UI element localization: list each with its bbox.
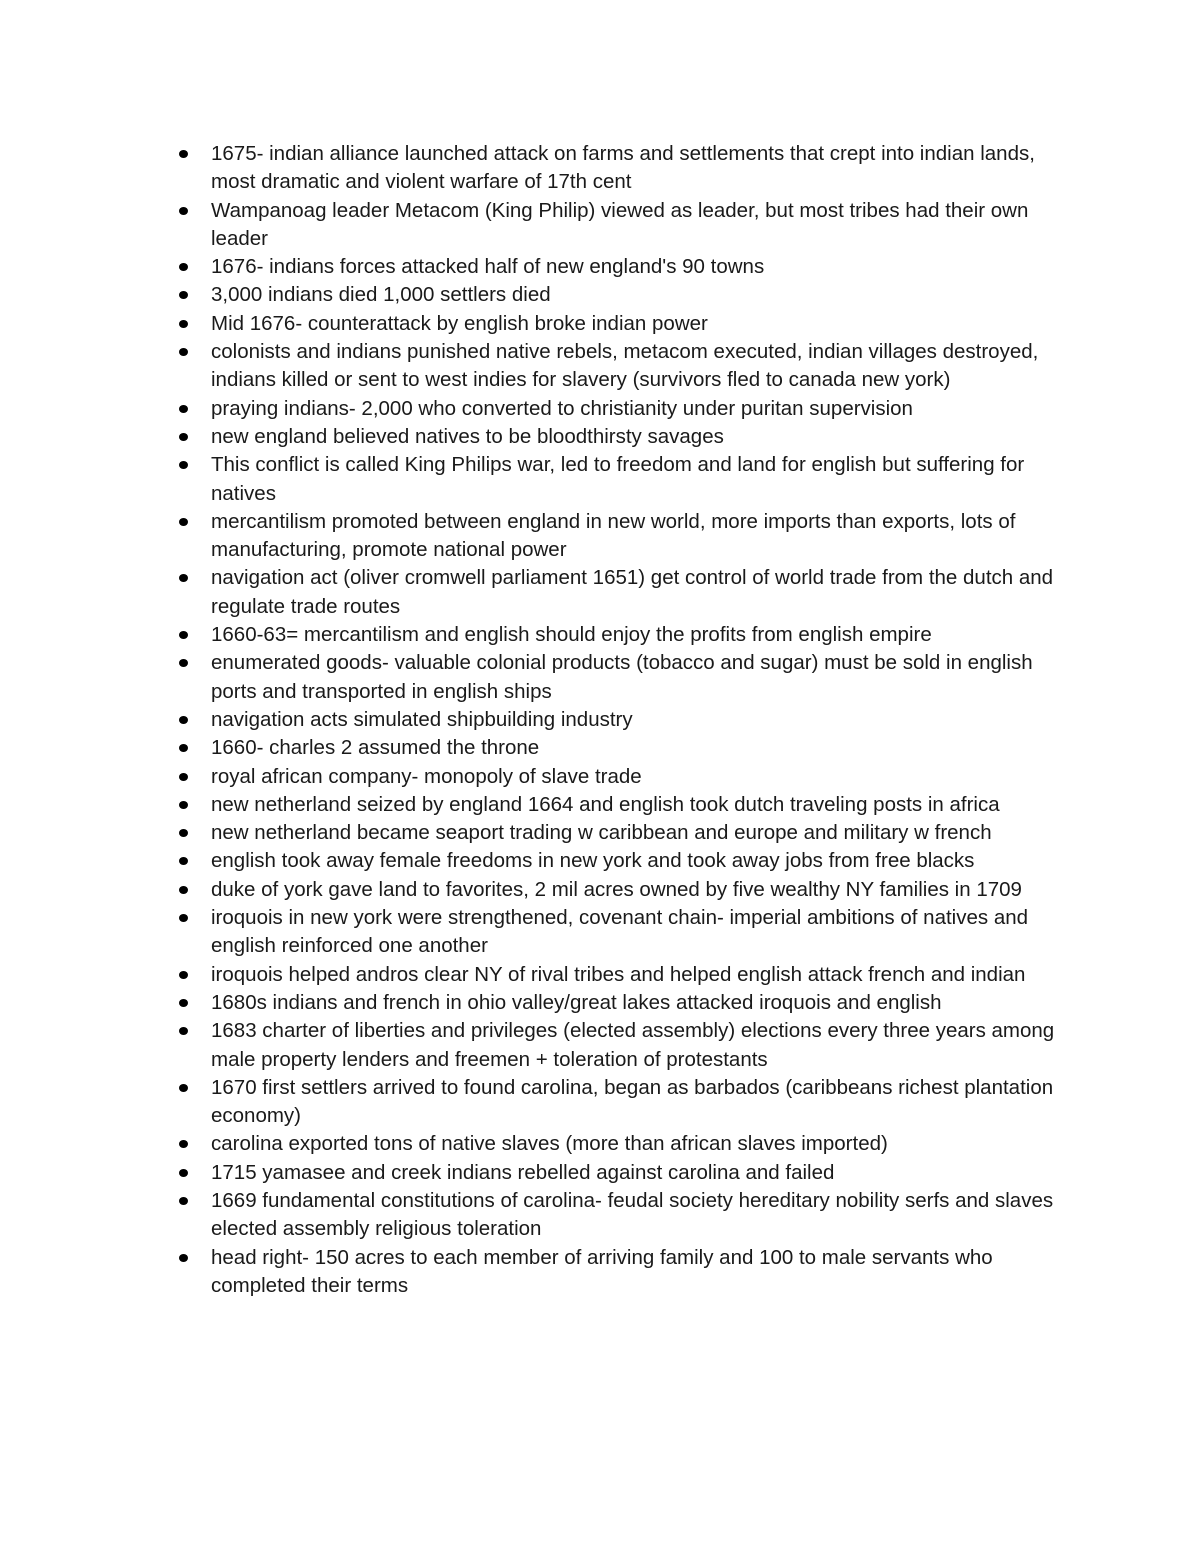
notes-bullet-list [211, 140, 1071, 1300]
list-item-text: navigation acts simulated shipbuilding industry [211, 707, 633, 731]
bullet-icon [179, 207, 188, 215]
list-item-text: iroquois helped andros clear NY of rival tribes and helped english attack french and indian [211, 962, 1026, 986]
bullet-icon [179, 1169, 188, 1177]
bullet-icon [179, 1140, 188, 1148]
list-item [211, 1159, 1071, 1187]
list-item [211, 1187, 1071, 1244]
bullet-icon [179, 433, 188, 441]
bullet-icon [179, 971, 188, 979]
list-item-text: 1680s indians and french in ohio valley/great lakes attacked iroquois and english [211, 990, 942, 1014]
list-item [211, 1017, 1071, 1074]
bullet-icon [179, 1084, 188, 1092]
list-item-text: Mid 1676- counterattack by english broke indian power [211, 311, 708, 335]
list-item [211, 338, 1071, 395]
list-item [211, 451, 1071, 508]
list-item [211, 819, 1071, 847]
list-item-text: new england believed natives to be bloodthirsty savages [211, 424, 724, 448]
bullet-icon [179, 914, 188, 922]
bullet-icon [179, 150, 188, 158]
list-item-text: 1670 first settlers arrived to found carolina, began as barbados (caribbeans richest plantation economy) [211, 1075, 1054, 1128]
bullet-icon [179, 829, 188, 837]
list-item [211, 706, 1071, 734]
list-item-text: iroquois in new york were strengthened, covenant chain- imperial ambitions of natives and english reinforced one another [211, 906, 1029, 958]
list-item [211, 395, 1071, 423]
list-item-text: 1669 fundamental constitutions of carolina- feudal society hereditary nobility serfs and slaves elected assembly religious toleration [211, 1188, 1054, 1241]
bullet-icon [179, 773, 188, 781]
list-item-text: new netherland became seaport trading w caribbean and europe and military w french [211, 821, 992, 845]
list-item-text: 3,000 indians died 1,000 settlers died [211, 283, 551, 307]
list-item-text: mercantilism promoted between england in new world, more imports than exports, lots of manufacturing, promote national power [211, 509, 1016, 562]
list-item-text: Wampanoag leader Metacom (King Philip) viewed as leader, but most tribes had their own leader [211, 198, 1029, 250]
list-item [211, 310, 1071, 338]
list-item [211, 197, 1071, 254]
list-item [211, 989, 1071, 1017]
list-item [211, 508, 1071, 565]
bullet-icon [179, 461, 188, 469]
list-item [211, 423, 1071, 451]
list-item [211, 649, 1071, 706]
bullet-icon [179, 659, 188, 667]
list-item-text: duke of york gave land to favorites, 2 mil acres owned by five wealthy NY families in 1709 [211, 877, 1022, 901]
bullet-icon [179, 1254, 188, 1262]
bullet-icon [179, 348, 188, 356]
bullet-icon [179, 263, 188, 271]
list-item-text: head right- 150 acres to each member of arriving family and 100 to male servants who completed their terms [211, 1245, 993, 1297]
bullet-icon [179, 320, 188, 328]
list-item [211, 734, 1071, 762]
bullet-icon [179, 1027, 188, 1035]
list-item [211, 961, 1071, 989]
list-item [211, 1130, 1071, 1158]
list-item [211, 791, 1071, 819]
list-item [211, 1244, 1071, 1301]
list-item [211, 1074, 1071, 1131]
bullet-icon [179, 886, 188, 894]
list-item-text: colonists and indians punished native rebels, metacom executed, indian villages destroyed, indians killed or sent to west indies for slavery (survivors fled to canada new york) [211, 340, 1039, 392]
list-item [211, 847, 1071, 875]
bullet-icon [179, 999, 188, 1007]
list-item [211, 904, 1071, 961]
list-item-text: 1660-63= mercantilism and english should enjoy the profits from english empire [211, 623, 932, 647]
list-item [211, 621, 1071, 649]
list-item-text: 1675- indian alliance launched attack on farms and settlements that crept into indian lands, most dramatic and violent warfare of 17th cent [211, 142, 1035, 194]
bullet-icon [179, 518, 188, 526]
list-item-text: enumerated goods- valuable colonial products (tobacco and sugar) must be sold in english ports and transported in english ships [211, 651, 1033, 703]
list-item [211, 140, 1071, 197]
bullet-icon [179, 291, 188, 299]
list-item-text: carolina exported tons of native slaves (more than african slaves imported) [211, 1132, 888, 1156]
list-item [211, 763, 1071, 791]
bullet-icon [179, 405, 188, 413]
bullet-icon [179, 1197, 188, 1205]
list-item-text: royal african company- monopoly of slave trade [211, 764, 642, 788]
list-item-text: 1683 charter of liberties and privileges (elected assembly) elections every three years among male property lenders and freemen + toleration of protestants [211, 1019, 1055, 1071]
list-item-text: praying indians- 2,000 who converted to christianity under puritan supervision [211, 396, 913, 420]
list-item-text: 1676- indians forces attacked half of new england's 90 towns [211, 255, 765, 279]
list-item-text: new netherland seized by england 1664 and english took dutch traveling posts in africa [211, 792, 1000, 816]
list-item [211, 564, 1071, 621]
bullet-icon [179, 857, 188, 865]
list-item [211, 253, 1071, 281]
bullet-icon [179, 631, 188, 639]
list-item-text: english took away female freedoms in new york and took away jobs from free blacks [211, 849, 975, 873]
list-item [211, 281, 1071, 309]
list-item [211, 876, 1071, 904]
list-item-text: This conflict is called King Philips war, led to freedom and land for english but suffering for natives [211, 453, 1025, 505]
bullet-icon [179, 716, 188, 724]
list-item-text: 1715 yamasee and creek indians rebelled against carolina and failed [211, 1160, 835, 1184]
list-item-text: navigation act (oliver cromwell parliament 1651) get control of world trade from the dutch and regulate trade routes [211, 566, 1054, 618]
bullet-icon [179, 801, 188, 809]
bullet-icon [179, 574, 188, 582]
list-item-text: 1660- charles 2 assumed the throne [211, 736, 540, 760]
bullet-icon [179, 744, 188, 752]
